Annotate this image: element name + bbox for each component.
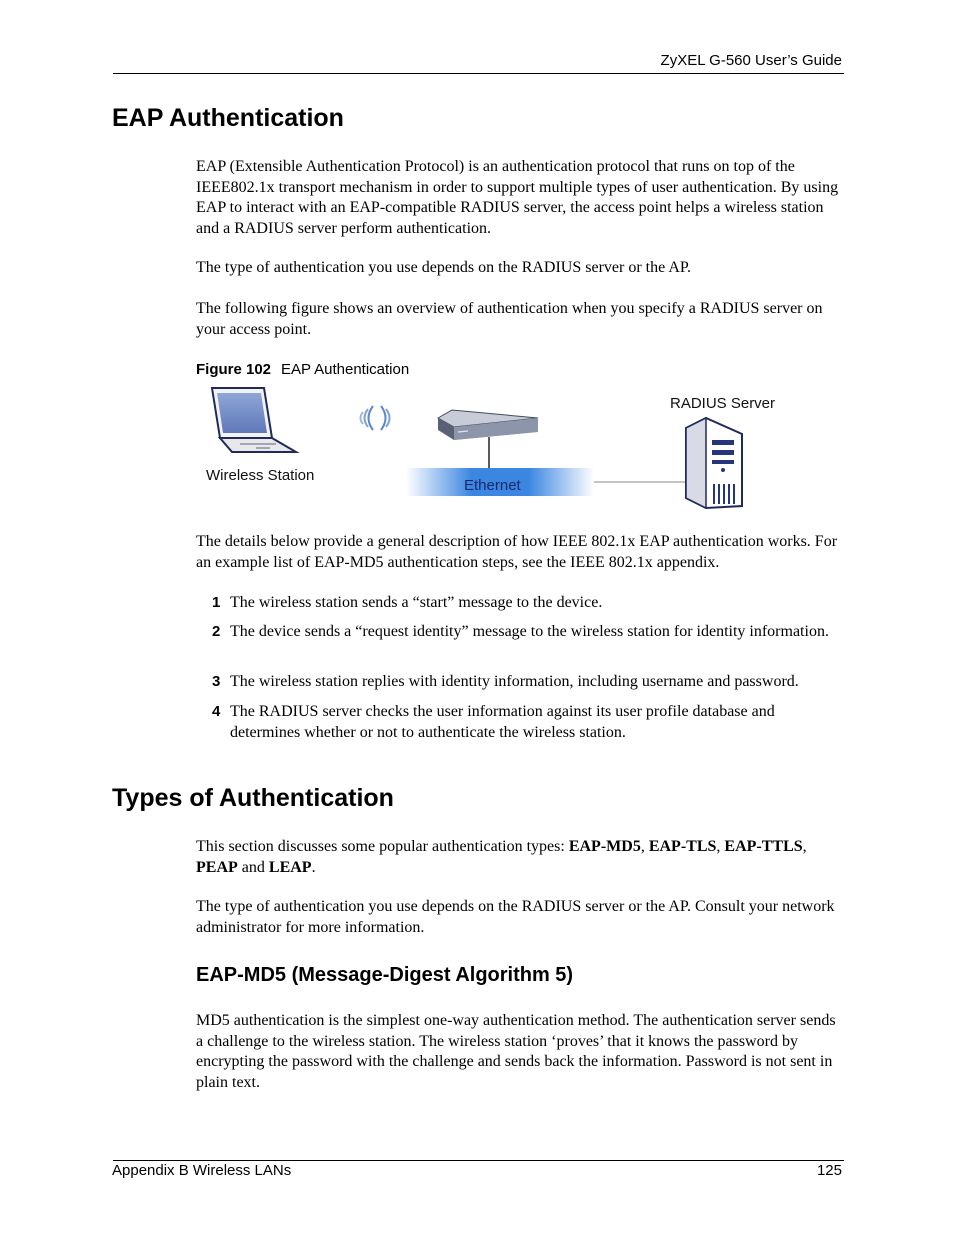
label-ethernet: Ethernet xyxy=(464,477,521,494)
type-peap: PEAP xyxy=(196,858,238,876)
figure-caption xyxy=(196,361,409,378)
section-title-types-of-authentication: Types of Authentication xyxy=(112,784,394,812)
label-wireless-station: Wireless Station xyxy=(206,467,315,484)
paragraph-auth-depends: The type of authentication you use depends on the RADIUS server or the AP. xyxy=(196,259,692,276)
type-leap: LEAP xyxy=(268,858,312,876)
figure-title: EAP Authentication xyxy=(281,361,410,378)
step-number: 1 xyxy=(212,594,221,611)
running-header: ZyXEL G-560 User’s Guide xyxy=(660,52,842,69)
type-eap-tls: EAP-TLS xyxy=(648,838,717,855)
type-eap-md5: EAP-MD5 xyxy=(568,838,641,855)
server-icon xyxy=(686,418,742,508)
figure-number: Figure 102 xyxy=(196,361,272,378)
step-number: 3 xyxy=(212,673,221,690)
wireless-signal-icon xyxy=(361,406,390,430)
paragraph-md5-description: MD5 authentication is the simplest one-way authentication method. The authentication server sends a challenge to the wireless station. The wireless station ‘proves’ that it knows the password by encrypting the password with the challenge and sends back the information. Password is not sent in plain text. xyxy=(196,1012,836,1091)
paragraph-figure-intro: The following figure shows an overview of authentication when you specify a RADIUS server on your access point. xyxy=(196,300,823,338)
page-number: 125 xyxy=(816,1162,842,1179)
paragraph-types-intro: This section discusses some popular authentication types: EAP-MD5, EAP-TLS, EAP-TTLS, PEAP and LEAP. xyxy=(196,838,807,876)
step-number: 4 xyxy=(212,703,221,720)
header-rule xyxy=(113,73,844,74)
subsection-title-eap-md5: EAP-MD5 (Message-Digest Algorithm 5) xyxy=(196,964,574,986)
section-title-eap-authentication: EAP Authentication xyxy=(112,104,344,132)
paragraph-eap-intro: EAP (Extensible Authentication Protocol) is an authentication protocol that runs on top of the IEEE802.1x transport mechanism in order to support multiple types of user authentication. By using EAP to interact with an EAP-compatible RADIUS server, the access point helps a wireless station and a RADIUS server perform authentication. xyxy=(196,158,839,237)
laptop-icon xyxy=(212,388,296,452)
eap-authentication-figure xyxy=(196,380,786,515)
label-radius-server: RADIUS Server xyxy=(670,395,776,412)
step-number: 2 xyxy=(212,623,221,640)
paragraph-details-intro: The details below provide a general description of how IEEE 802.1x EAP authentication works. For an example list of EAP-MD5 authentication steps, see the IEEE 802.1x appendix. xyxy=(196,533,838,571)
step-text: The RADIUS server checks the user information against its user profile database and determines whether or not to authenticate the wireless station. xyxy=(230,703,775,741)
step-text: The wireless station sends a “start” message to the device. xyxy=(230,594,603,611)
footer-section: Appendix B Wireless LANs xyxy=(112,1162,292,1179)
paragraph-consult-admin: The type of authentication you use depends on the RADIUS server or the AP. Consult your network administrator for more information. xyxy=(196,898,835,936)
step-text: The wireless station replies with identity information, including username and password. xyxy=(230,673,799,690)
type-eap-ttls: EAP-TTLS xyxy=(724,838,803,855)
footer-rule xyxy=(113,1160,844,1161)
step-text: The device sends a “request identity” message to the wireless station for identity information. xyxy=(230,623,829,640)
access-point-icon xyxy=(438,410,538,440)
